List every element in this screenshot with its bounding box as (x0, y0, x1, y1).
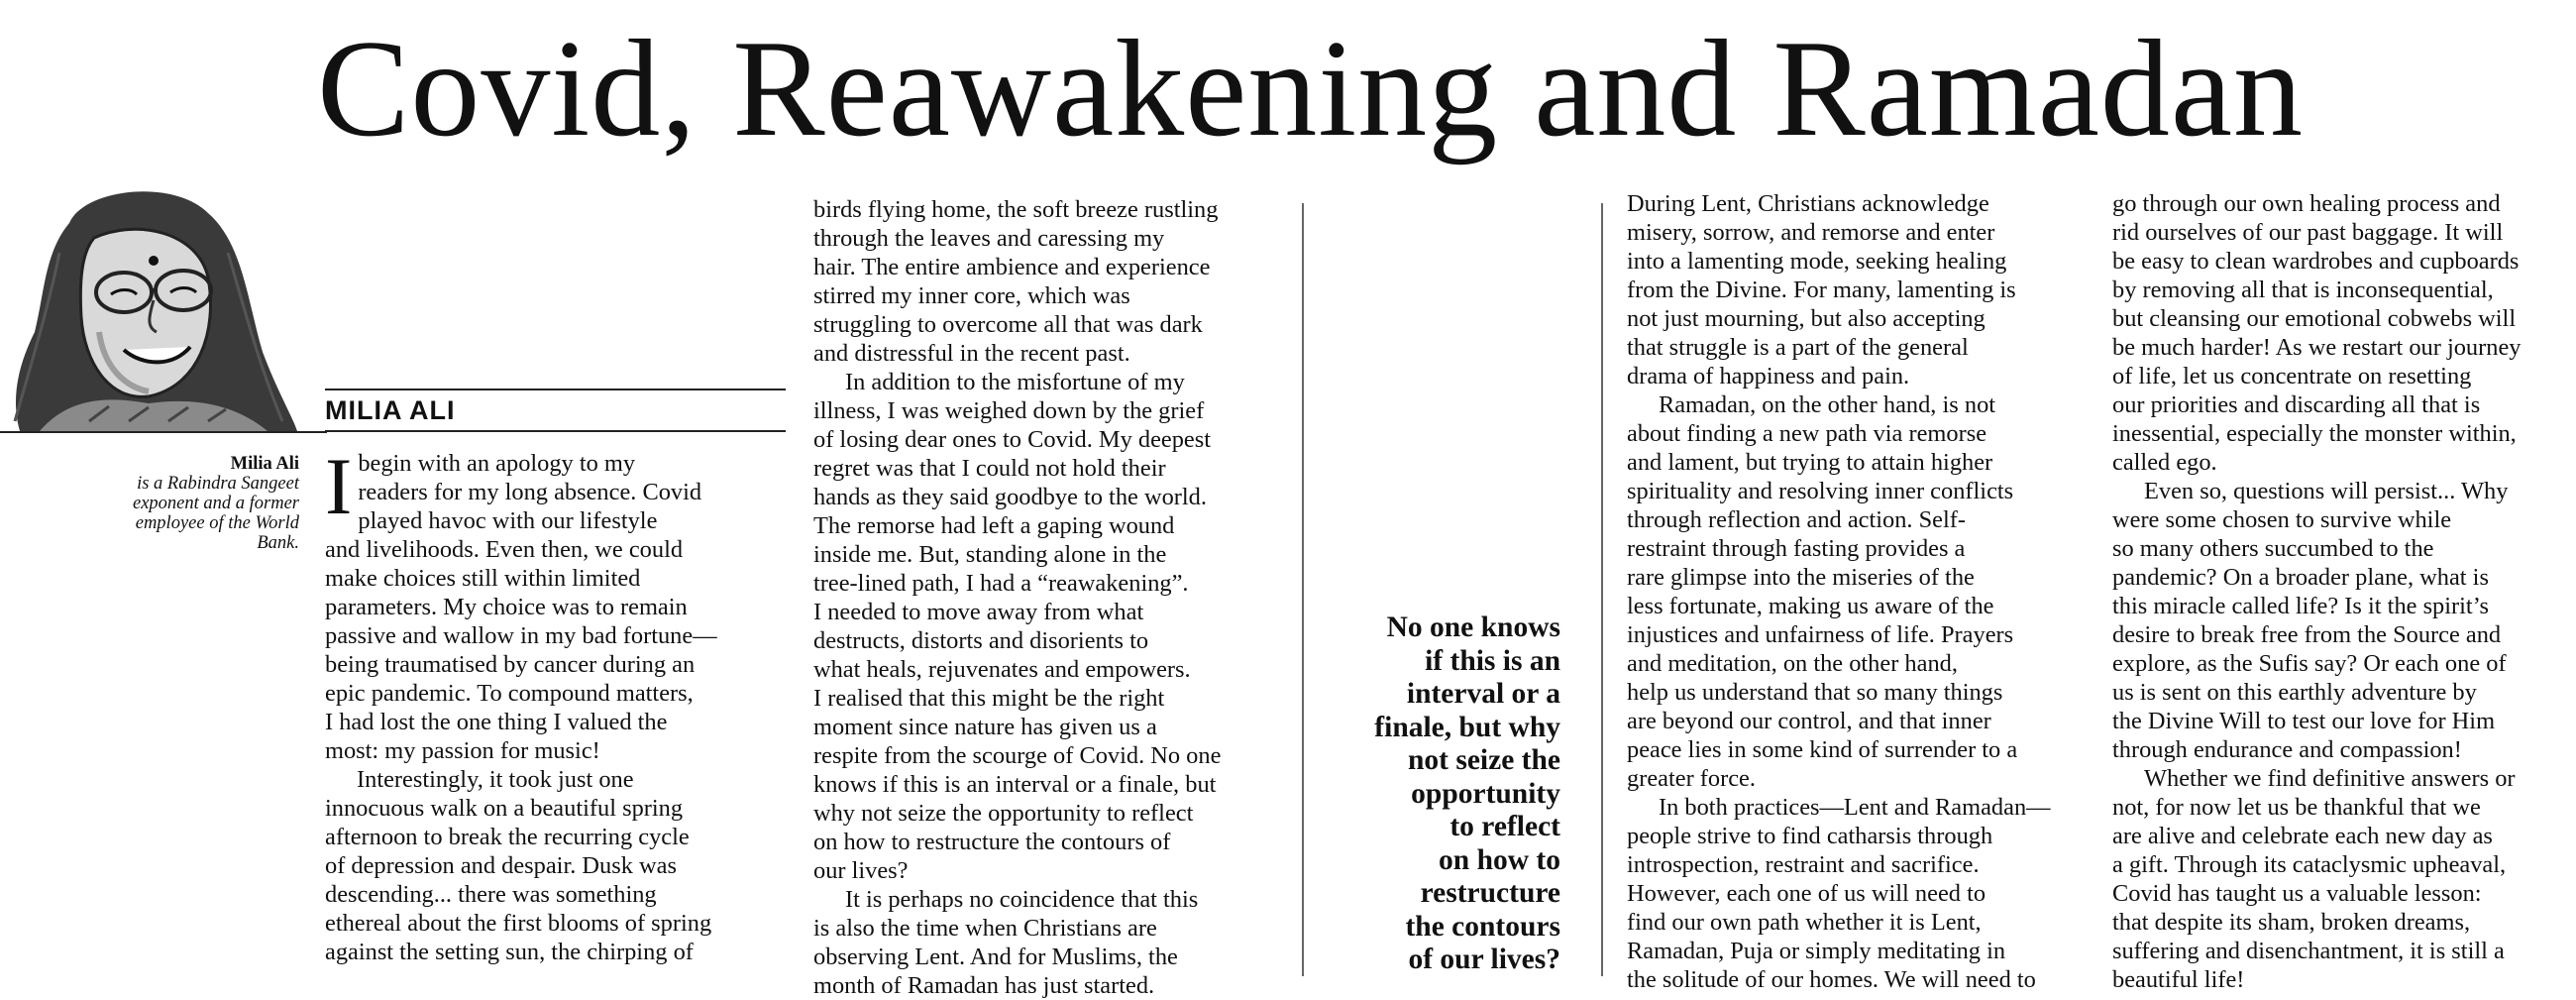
article-line: a gift. Through its cataclysmic upheaval, (2112, 851, 2507, 878)
article-line: descending... there was something (325, 881, 657, 908)
article-line: misery, sorrow, and remorse and enter (1627, 219, 1995, 246)
article-line: birds flying home, the soft breeze rustling (813, 196, 1219, 223)
author-bio-line: Bank. (257, 533, 299, 553)
author-name: Milia Ali (230, 454, 299, 474)
article-line: Ramadan, Puja or simply meditating in (1627, 938, 2006, 964)
article-line: innocuous walk on a beautiful spring (325, 795, 684, 822)
article-line: begin with an apology to my (358, 450, 636, 477)
article-line: go through our own healing process and (2112, 190, 2501, 217)
column-divider (1601, 203, 1603, 976)
article-line: In addition to the misfortune of my (845, 369, 1185, 395)
article-line: not, for now let us be thankful that we (2112, 794, 2481, 821)
article-line: tree-lined path, I had a “reawakening”. (813, 570, 1189, 597)
article-column-4 (2112, 189, 2576, 994)
drop-cap: I (325, 441, 353, 531)
article-column-2 (813, 195, 1281, 1000)
article-line: ethereal about the first blooms of spring (325, 910, 712, 937)
article-line: restraint through fasting provides a (1627, 535, 1966, 562)
article-line: that despite its sham, broken dreams, (2112, 909, 2471, 936)
pull-quote: No one knows if this is an interval or a finale, but why not seize the opportunity to reflect on how to restructure the contours of our lives? (1374, 611, 1560, 975)
article-line: called ego. (2112, 449, 2217, 476)
article-line: observing Lent. And for Muslims, the (813, 944, 1178, 970)
article-line: stirred my inner core, which was (813, 282, 1130, 309)
article-line: that struggle is a part of the general (1627, 334, 1969, 361)
article-line: rid ourselves of our past baggage. It will (2112, 219, 2504, 246)
article-line: us is sent on this earthly adventure by (2112, 679, 2477, 706)
article-line: beautiful life! (2112, 966, 2245, 993)
article-line: afternoon to break the recurring cycle (325, 824, 690, 850)
article-line: drama of happiness and pain. (1627, 363, 1910, 389)
article-line: not just mourning, but also accepting (1627, 305, 1986, 332)
article-line: Even so, questions will persist... Why (2144, 478, 2509, 504)
article-line: be easy to clean wardrobes and cupboards (2112, 248, 2520, 275)
article-line: help us understand that so many things (1627, 679, 2003, 706)
horizontal-rule (0, 431, 327, 433)
article-line: through the leaves and caressing my (813, 225, 1165, 252)
author-bio (40, 474, 299, 553)
article-line: are alive and celebrate each new day as (2112, 823, 2493, 849)
article-line: rare glimpse into the miseries of the (1627, 564, 1975, 591)
article-line: Ramadan, on the other hand, is not (1659, 391, 1996, 418)
article-line: about finding a new path via remorse (1627, 420, 1987, 447)
article-line: readers for my long absence. Covid (358, 479, 702, 505)
author-bio-line: employee of the World (135, 513, 299, 533)
article-line: struggling to overcome all that was dark (813, 311, 1203, 338)
article-line: spirituality and resolving inner conflicts (1627, 478, 2014, 504)
article-line: epic pandemic. To compound matters, (325, 680, 694, 707)
author-note (40, 454, 299, 553)
article-line: inside me. But, standing alone in the (813, 541, 1167, 568)
article-line: be much harder! As we restart our journey (2112, 334, 2522, 361)
article-line: our priorities and discarding all that is (2112, 391, 2481, 418)
article-line: of depression and despair. Dusk was (325, 852, 677, 879)
article-line: respite from the scourge of Covid. No one (813, 742, 1222, 769)
article-line: by removing all that is inconsequential, (2112, 277, 2494, 303)
article-line: Whether we find definitive answers or (2144, 765, 2516, 792)
article-line: are beyond our control, and that inner (1627, 708, 1991, 734)
article-line: the solitude of our homes. We will need to (1627, 966, 2036, 993)
article-line: what heals, rejuvenates and empowers. (813, 656, 1191, 683)
author-portrait-illustration (0, 183, 302, 431)
article-line: our lives? (813, 857, 909, 884)
article-line: I realised that this might be the right (813, 685, 1165, 712)
article-line: and meditation, on the other hand, (1627, 650, 1958, 677)
article-line: Interestingly, it took just one (357, 766, 634, 793)
article-line: and livelihoods. Even then, we could (325, 536, 684, 563)
author-bio-line: is a Rabindra Sangeet (137, 474, 299, 494)
article-line: of losing dear ones to Covid. My deepest (813, 426, 1212, 453)
article-line: less fortunate, making us aware of the (1627, 593, 1994, 619)
article-line: so many others succumbed to the (2112, 535, 2434, 562)
article-line: passive and wallow in my bad fortune— (325, 622, 717, 649)
article-line: people strive to find catharsis through (1627, 823, 1993, 849)
article-line: desire to break free from the Source and (2112, 621, 2502, 648)
article-line: from the Divine. For many, lamenting is (1627, 277, 2016, 303)
article-line: suffering and disenchantment, it is still a (2112, 938, 2505, 964)
article-line: played havoc with our lifestyle (358, 507, 658, 534)
article-line: injustices and unfairness of life. Prayers (1627, 621, 2014, 648)
article-line: through reflection and action. Self- (1627, 506, 1967, 533)
article-line: this miracle called life? Is it the spirit’s (2112, 593, 2489, 619)
article-line: inessential, especially the monster within, (2112, 420, 2517, 447)
article-line: During Lent, Christians acknowledge (1627, 190, 1989, 217)
article-line: In both practices—Lent and Ramadan— (1659, 794, 2051, 821)
article-line: hair. The entire ambience and experience (813, 254, 1211, 280)
article-line: is also the time when Christians are (813, 915, 1157, 942)
article-line: against the setting sun, the chirping of (325, 939, 694, 965)
article-line: on how to restructure the contours of (813, 829, 1171, 855)
byline (325, 389, 786, 432)
article-line: It is perhaps no coincidence that this (845, 886, 1199, 913)
article-line: find our own path whether it is Lent, (1627, 909, 1982, 936)
article-line: month of Ramadan has just started. (813, 972, 1155, 999)
article-line: were some chosen to survive while (2112, 506, 2452, 533)
article-line: and distressful in the recent past. (813, 340, 1130, 367)
article-line: However, each one of us will need to (1627, 880, 1986, 907)
article-line: greater force. (1627, 765, 1756, 792)
article-column-1 (325, 441, 789, 966)
article-line: introspection, restraint and sacrifice. (1627, 851, 1980, 878)
article-line: into a lamenting mode, seeking healing (1627, 248, 2007, 275)
article-line: knows if this is an interval or a finale, but (813, 771, 1217, 798)
article-line: moment since nature has given us a (813, 714, 1157, 740)
article-line: Covid has taught us a valuable lesson: (2112, 880, 2482, 907)
author-bio-line: exponent and a former (132, 494, 299, 513)
article-column-3 (1627, 189, 2093, 994)
article-line: pandemic? On a broader plane, what is (2112, 564, 2489, 591)
article-line: destructs, distorts and disorients to (813, 627, 1149, 654)
article-line: most: my passion for music! (325, 737, 600, 764)
article-line: hands as they said goodbye to the world. (813, 484, 1207, 510)
article-line: but cleansing our emotional cobwebs will (2112, 305, 2517, 332)
article-line: the Divine Will to test our love for Him (2112, 708, 2496, 734)
article-line: through endurance and compassion! (2112, 736, 2462, 763)
article-line: of life, let us concentrate on resetting (2112, 363, 2472, 389)
article-line: being traumatised by cancer during an (325, 651, 696, 678)
article-line: regret was that I could not hold their (813, 455, 1166, 482)
article-line: peace lies in some kind of surrender to a (1627, 736, 2018, 763)
column-divider (1302, 203, 1304, 976)
article-line: The remorse had left a gaping wound (813, 512, 1175, 539)
byline-name: MILIA ALI (325, 395, 456, 425)
headline: Covid, Reawakening and Ramadan (317, 12, 2305, 166)
article-line: explore, as the Sufis say? Or each one of (2112, 650, 2507, 677)
article-line: parameters. My choice was to remain (325, 594, 688, 620)
article-line: and lament, but trying to attain higher (1627, 449, 1993, 476)
article-line: I needed to move away from what (813, 599, 1144, 625)
article-line: why not seize the opportunity to reflect (813, 800, 1194, 827)
article-line: I had lost the one thing I valued the (325, 709, 668, 735)
article-line: make choices still within limited (325, 565, 641, 592)
article-line: illness, I was weighed down by the grief (813, 397, 1205, 424)
